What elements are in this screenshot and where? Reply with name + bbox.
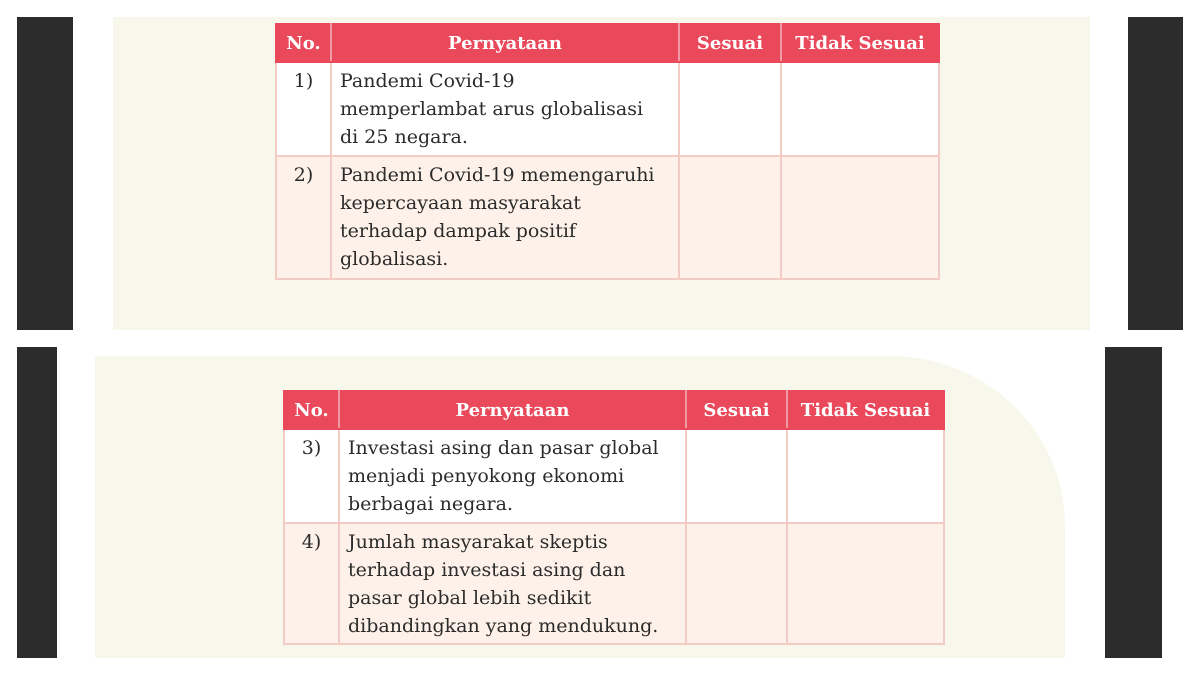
statement-line: Investasi asing dan pasar global (348, 437, 659, 459)
column-header-disagree: Tidak Sesuai (787, 391, 944, 429)
column-header-no: No. (276, 24, 331, 62)
statement-line: Pandemi Covid-19 (340, 70, 515, 92)
disagree-cell (787, 523, 944, 644)
row-number: 4) (284, 523, 339, 644)
statement-line: Jumlah masyarakat skeptis (348, 531, 608, 553)
table-row (284, 523, 944, 644)
disagree-cell (781, 156, 939, 279)
column-header-disagree: Tidak Sesuai (781, 24, 939, 62)
statement-line: memperlambat arus globalisasi (340, 98, 644, 120)
agree-cell (679, 156, 781, 279)
dark-side-bar-right (1105, 347, 1162, 658)
table-row (276, 62, 939, 156)
disagree-cell (787, 429, 944, 523)
column-header-no: No. (284, 391, 339, 429)
disagree-cell (781, 62, 939, 156)
agree-cell (686, 523, 787, 644)
dark-side-bar-right (1128, 17, 1183, 330)
column-header-agree: Sesuai (679, 24, 781, 62)
statement-line: berbagai negara. (348, 493, 514, 515)
statement-table (275, 23, 940, 280)
table-header-row (284, 391, 944, 429)
statement-text (339, 523, 686, 644)
statement-line: di 25 negara. (340, 126, 468, 148)
statement-line: terhadap dampak positif (340, 220, 576, 242)
statement-line: menjadi penyokong ekonomi (348, 465, 625, 487)
dark-side-bar-left (17, 17, 73, 330)
statement-text (331, 156, 679, 279)
column-header-statement: Pernyataan (331, 24, 679, 62)
column-header-agree: Sesuai (686, 391, 787, 429)
row-number: 3) (284, 429, 339, 523)
column-header-statement: Pernyataan (339, 391, 686, 429)
statement-line: terhadap investasi asing dan (348, 559, 626, 581)
table-row (276, 156, 939, 279)
dark-side-bar-left (17, 347, 57, 658)
agree-cell (686, 429, 787, 523)
row-number: 1) (276, 62, 331, 156)
statement-line: pasar global lebih sedikit (348, 587, 592, 609)
statement-line: globalisasi. (340, 248, 449, 270)
statement-text (331, 62, 679, 156)
row-number: 2) (276, 156, 331, 279)
statement-text (339, 429, 686, 523)
statement-table (283, 390, 945, 645)
statement-line: Pandemi Covid-19 memengaruhi (340, 164, 655, 186)
agree-cell (679, 62, 781, 156)
table-header-row (276, 24, 939, 62)
statement-line: dibandingkan yang mendukung. (348, 615, 659, 637)
statement-line: kepercayaan masyarakat (340, 192, 581, 214)
table-row (284, 429, 944, 523)
